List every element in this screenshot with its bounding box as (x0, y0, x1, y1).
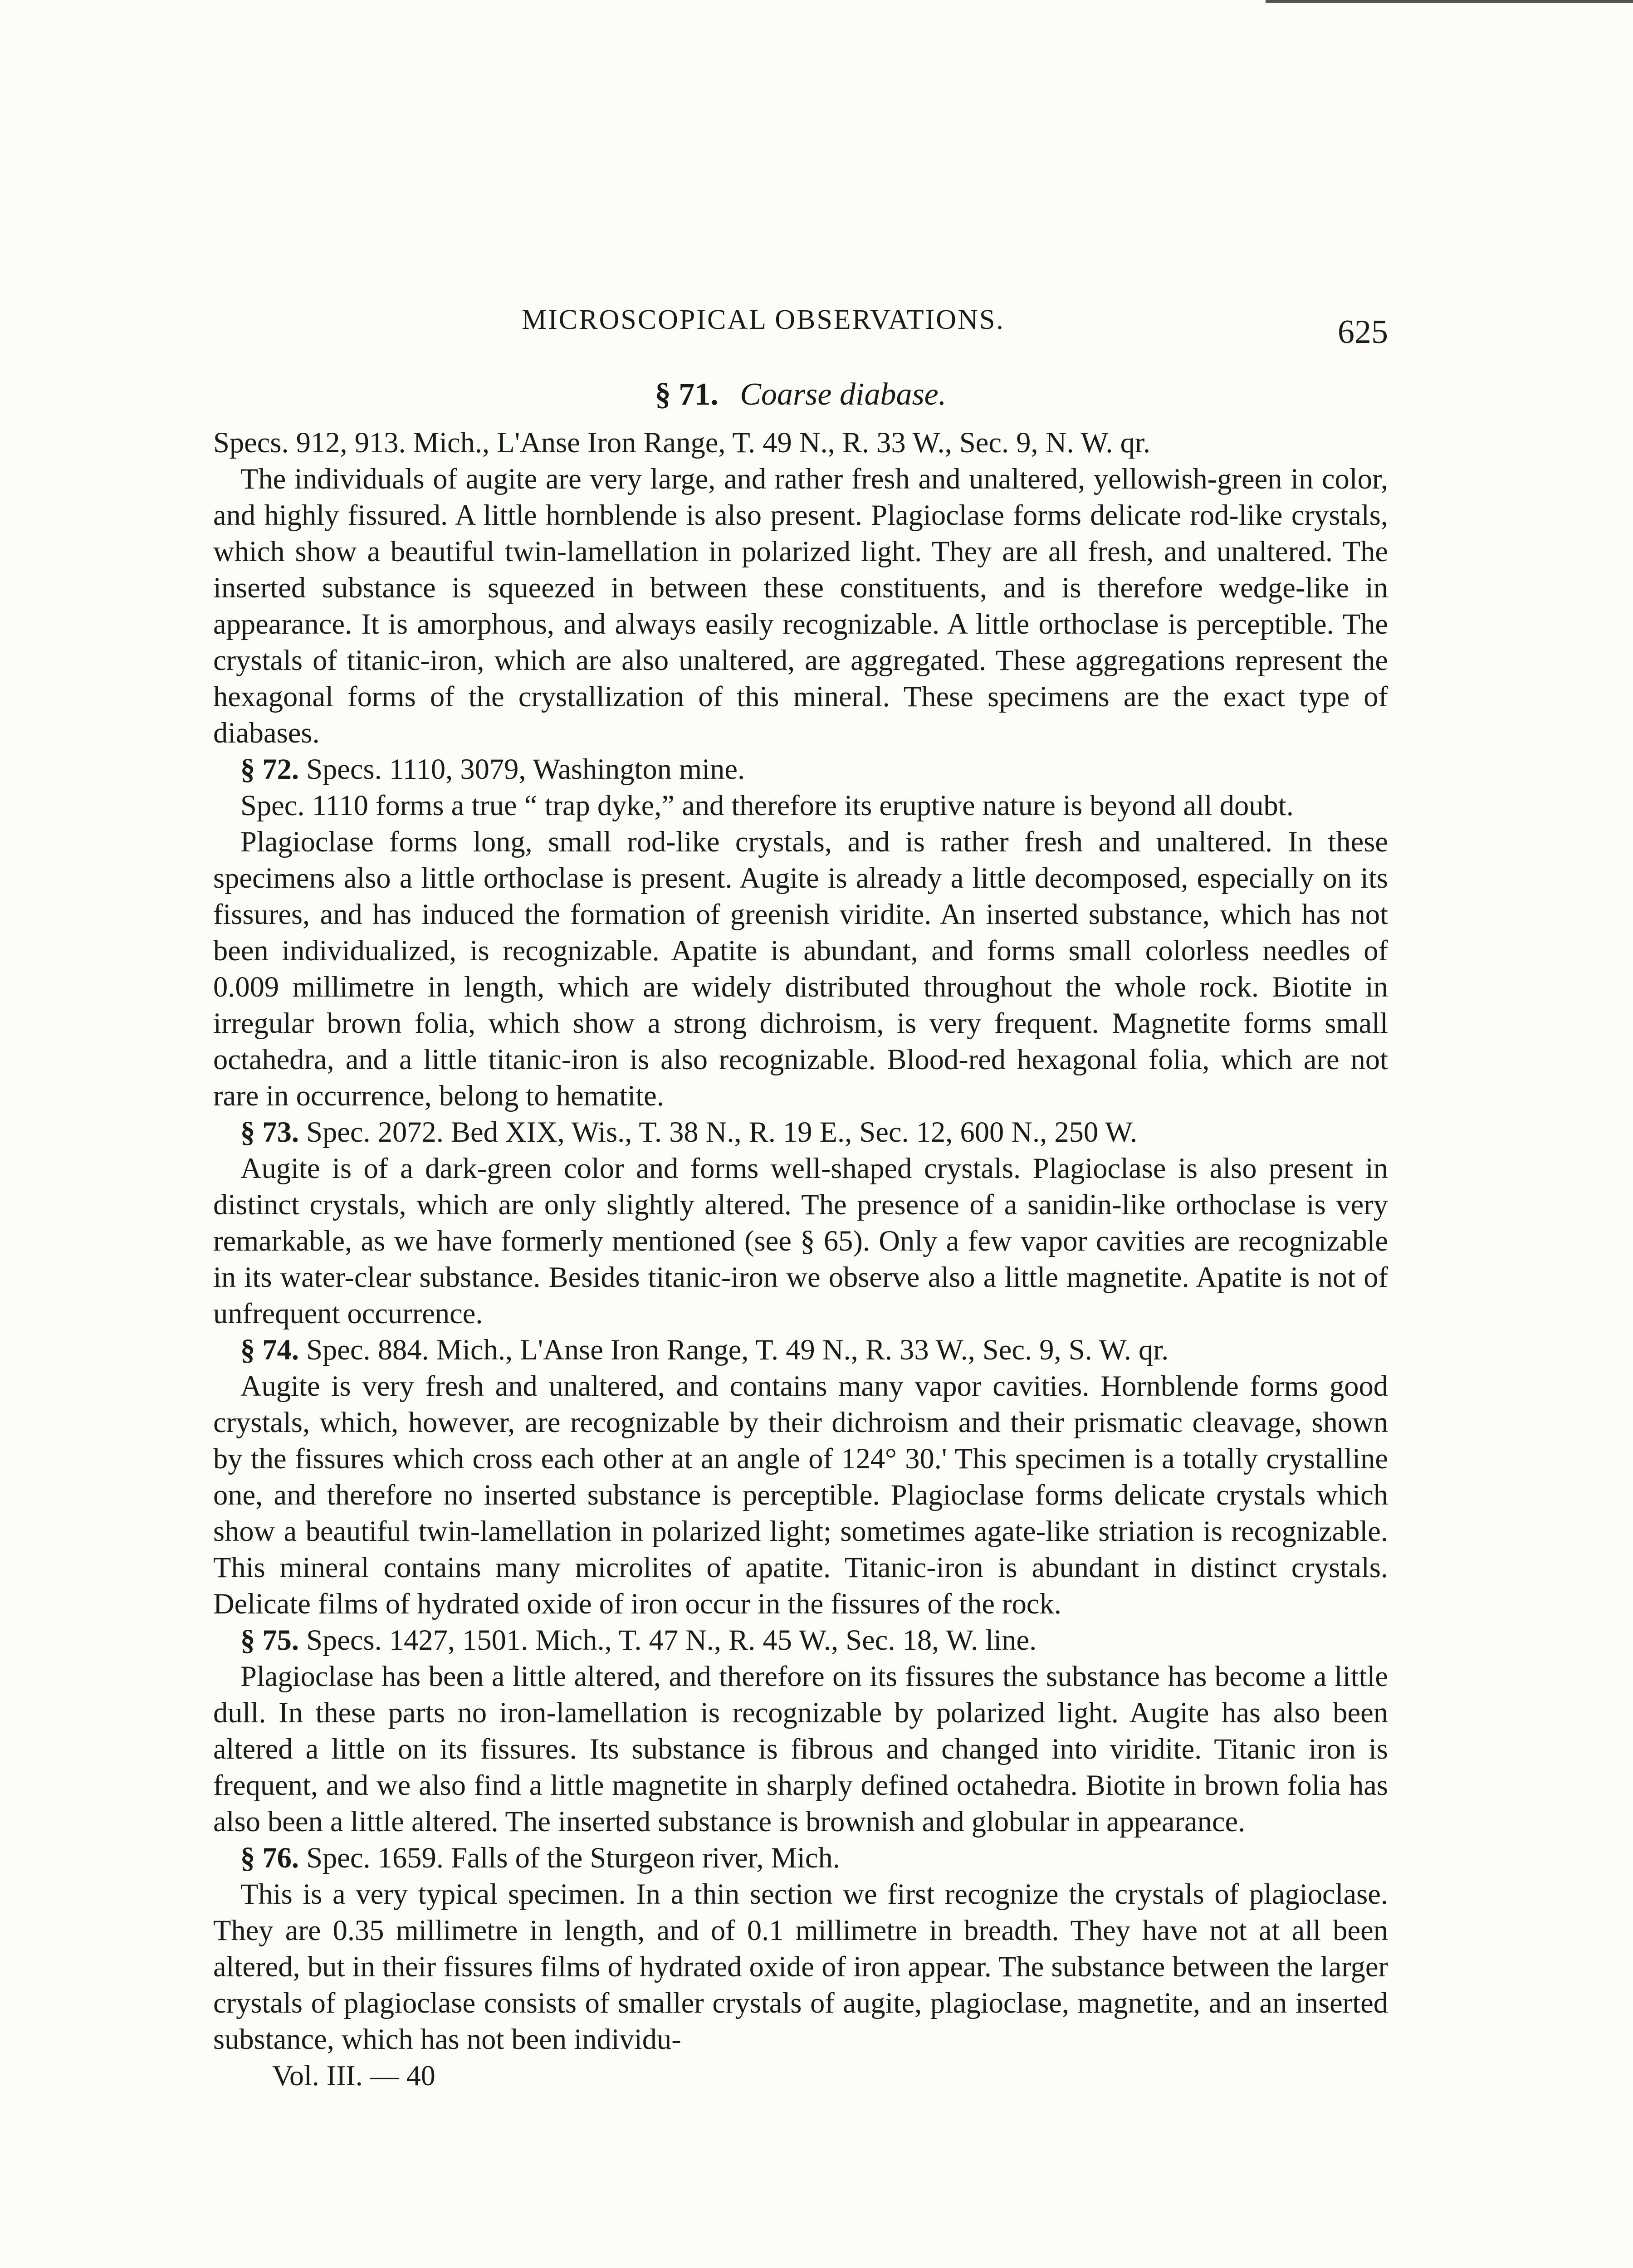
paragraph-74-text: Augite is very fresh and unaltered, and contains many vapor cavities. Hornblende forms good crystals, which, however, are recognizable by their dichroism and their prismatic cleavage, shown by the fissures which cross each other at an angle of 124° 30.' This specimen is a totally crystalline one, and therefore no inserted substance is perceptible. Plagioclase forms delicate crystals which show a beautiful twin-lamellation in polarized light; sometimes agate-like striation is recognizable. This mineral contains many microlites of apatite. Titanic-iron is abundant in distinct crystals. Delicate films of hydrated oxide of iron occur in the fissures of the rock. (213, 1370, 1388, 1620)
section-number: § 73. (240, 1116, 299, 1148)
section-number: § 72. (240, 753, 299, 785)
paragraph-73-heading (213, 1114, 1388, 1150)
section-number: § 76. (240, 1842, 299, 1874)
page (213, 281, 1388, 2094)
paragraph-heading-text: Spec. 884. Mich., L'Anse Iron Range, T. 49 N., R. 33 W., Sec. 9, S. W. qr. (306, 1334, 1169, 1366)
paragraph-heading-text: Spec. 1659. Falls of the Sturgeon river, Mich. (306, 1842, 840, 1874)
paragraph-72-heading (213, 751, 1388, 787)
paragraph-75-text: Plagioclase has been a little altered, and therefore on its fissures the substance has become a little dull. In these parts no iron-lamellation is recognizable by polarized light. Augite has also been altered a little on its fissures. Its substance is fibrous and changed into viridite. Titanic iron is frequent, and we also find a little magnetite in sharply defined octahedra. Biotite in brown folia has also been a little altered. The inserted substance is brownish and globular in appearance. (213, 1660, 1388, 1838)
section-number: § 71. (655, 377, 719, 412)
paragraph-75-heading (213, 1622, 1388, 1658)
paragraph-heading-text: Specs. 1427, 1501. Mich., T. 47 N., R. 45 W., Sec. 18, W. line. (306, 1624, 1037, 1656)
paragraph-72-text-1: Spec. 1110 forms a true “ trap dyke,” and therefore its eruptive nature is beyond all doubt. (240, 789, 1294, 821)
section-number: § 75. (240, 1624, 299, 1656)
running-head: MICROSCOPICAL OBSERVATIONS. (522, 304, 1005, 335)
paragraph-73-text: Augite is of a dark-green color and forms well-shaped crystals. Plagioclase is also present in distinct crystals, which are only slightly altered. The presence of a sanidin-like orthoclase is very remarkable, as we have formerly mentioned (see § 65). Only a few vapor cavities are recognizable in its water-clear substance. Besides titanic-iron we observe also a little magnetite. Apatite is not of unfrequent occurrence. (213, 1152, 1388, 1330)
paragraph-71-specs: Specs. 912, 913. Mich., L'Anse Iron Range, T. 49 N., R. 33 W., Sec. 9, N. W. qr. (213, 426, 1150, 459)
paragraph-76-heading (213, 1840, 1388, 1876)
page-header (213, 281, 1388, 358)
section-title-text: Coarse diabase. (740, 377, 947, 412)
scan-edge-bar (1266, 0, 1633, 3)
paragraph-heading-text: Specs. 1110, 3079, Washington mine. (306, 753, 745, 785)
signature-mark: Vol. III. — 40 (272, 2059, 435, 2092)
paragraph-72-text-2: Plagioclase forms long, small rod-like crystals, and is rather fresh and unaltered. In these specimens also a little orthoclase is present. Augite is already a little decomposed, especially on its fissures, and has induced the formation of greenish viridite. An inserted substance, which has not been individualized, is recognizable. Apatite is abundant, and forms small colorless needles of 0.009 millimetre in length, which are widely distributed throughout the whole rock. Biotite in irregular brown folia, which show a strong dichroism, is very frequent. Magnetite forms small octahedra, and a little titanic-iron is also recognizable. Blood-red hexagonal folia, which are not rare in occurrence, belong to hematite. (213, 826, 1388, 1112)
paragraph-71-text: The individuals of augite are very large, and rather fresh and unaltered, yellowish-green in color, and highly fissured. A little hornblende is also present. Plagioclase forms delicate rod-like crystals, which show a beautiful twin-lamellation in polarized light. They are all fresh, and unaltered. The inserted substance is squeezed in between these constituents, and is therefore wedge-like in appearance. It is amorphous, and always easily recognizable. A little orthoclase is perceptible. The crystals of titanic-iron, which are also unaltered, are aggregated. These aggregations represent the hexagonal forms of the crystallization of this mineral. These specimens are the exact type of diabases. (213, 463, 1388, 749)
page-number: 625 (1338, 313, 1388, 351)
paragraph-76-text: This is a very typical specimen. In a thin section we first recognize the crystals of plagioclase. They are 0.35 millimetre in length, and of 0.1 millimetre in breadth. They have not at all been altered, but in their fissures films of hydrated oxide of iron appear. The substance between the larger crystals of plagioclase consists of smaller crystals of augite, plagioclase, magnetite, and an inserted substance, which has not been individu- (213, 1878, 1388, 2055)
paragraph-heading-text: Spec. 2072. Bed XIX, Wis., T. 38 N., R. 19 E., Sec. 12, 600 N., 250 W. (306, 1116, 1138, 1148)
section-number: § 74. (240, 1334, 299, 1366)
paragraph-74-heading (213, 1332, 1388, 1368)
section-71-title (213, 376, 1388, 413)
